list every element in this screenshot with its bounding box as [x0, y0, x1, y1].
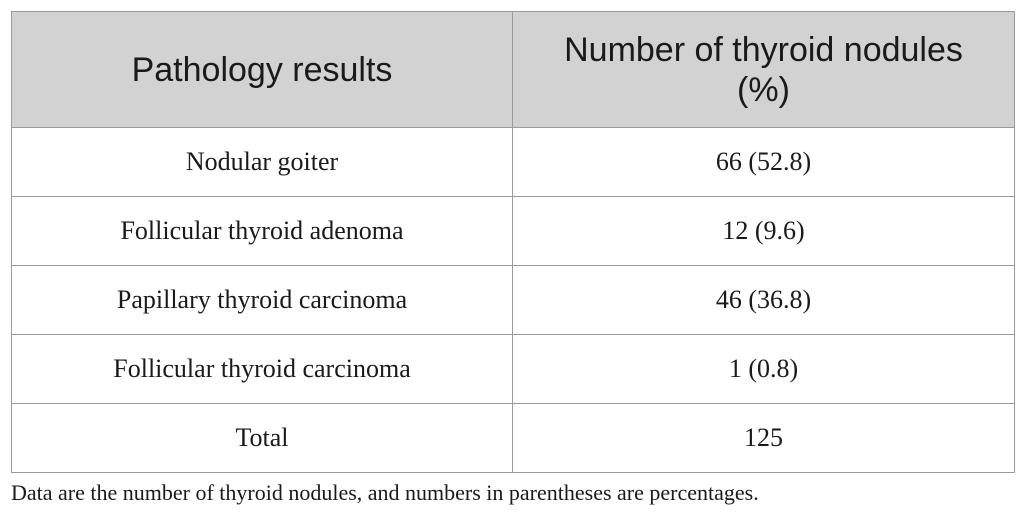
pathology-table: [11, 11, 1015, 473]
cell-pathology: Follicular thyroid carcinoma: [12, 335, 513, 404]
table-body: [12, 128, 1015, 473]
cell-count: 46 (36.8): [513, 266, 1015, 335]
cell-pathology: Papillary thyroid carcinoma: [12, 266, 513, 335]
pathology-table-container: [11, 11, 1014, 473]
table-row: [12, 197, 1015, 266]
table-row: [12, 128, 1015, 197]
cell-count: 125: [513, 404, 1015, 473]
table-row-total: [12, 404, 1015, 473]
header-row: [12, 12, 1015, 128]
header-pathology-results: Pathology results: [12, 12, 513, 128]
table-row: [12, 335, 1015, 404]
table-row: [12, 266, 1015, 335]
cell-pathology: Follicular thyroid adenoma: [12, 197, 513, 266]
cell-pathology: Nodular goiter: [12, 128, 513, 197]
table-header: [12, 12, 1015, 128]
header-number-of-nodules: Number of thyroid nodules (%): [513, 12, 1015, 128]
table-footnote: Data are the number of thyroid nodules, and numbers in parentheses are percentages.: [11, 480, 759, 505]
cell-count: 1 (0.8): [513, 335, 1015, 404]
cell-count: 12 (9.6): [513, 197, 1015, 266]
cell-pathology: Total: [12, 404, 513, 473]
cell-count: 66 (52.8): [513, 128, 1015, 197]
